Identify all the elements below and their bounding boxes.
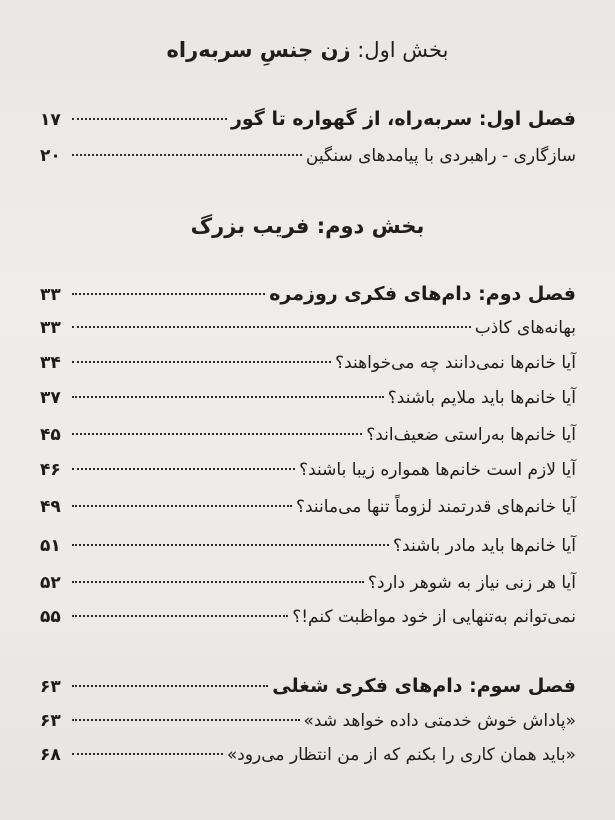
toc-entry-page: ۴۶ [40, 460, 61, 480]
toc-entry-page: ۳۷ [40, 388, 61, 408]
dot-leader [72, 719, 300, 721]
toc-entry-title: آیا خانم‌ها باید ملایم باشند؟ [387, 388, 576, 408]
toc-entry[interactable] [40, 711, 576, 741]
dot-leader [72, 615, 288, 617]
toc-entry-title: بهانه‌های کاذب [474, 318, 576, 338]
toc-entry[interactable] [40, 146, 576, 176]
toc-entry[interactable] [40, 675, 576, 705]
toc-entry-title: سازگاری - راهبردی با پیامدهای سنگین [305, 146, 576, 166]
dot-leader [72, 581, 364, 583]
dot-leader [72, 433, 362, 435]
toc-entry[interactable] [40, 497, 576, 527]
dot-leader [72, 326, 471, 328]
part-one-title: زن جنسِ سربه‌راه [166, 38, 351, 62]
toc-entry[interactable] [40, 283, 576, 313]
toc-entry-page: ۵۵ [40, 607, 61, 627]
toc-entry-page: ۶۸ [40, 745, 61, 765]
dot-leader [72, 468, 295, 470]
toc-entry-page: ۴۹ [40, 497, 61, 517]
dot-leader [72, 505, 292, 507]
toc-entry-title: فصل سوم: دام‌های فکری شغلی [272, 675, 576, 697]
toc-entry-title: «پاداش خوش خدمتی داده خواهد شد» [303, 711, 576, 731]
toc-entry[interactable] [40, 353, 576, 383]
dot-leader [72, 685, 268, 687]
toc-entry-page: ۴۵ [40, 425, 61, 445]
toc-entry-page: ۱۷ [40, 110, 61, 130]
toc-entry[interactable] [40, 108, 576, 138]
toc-entry-page: ۵۱ [40, 536, 61, 556]
toc-entry-title: آیا خانم‌ها نمی‌دانند چه می‌خواهند؟ [335, 353, 576, 373]
toc-entry-page: ۳۳ [40, 285, 61, 305]
toc-entry-page: ۳۳ [40, 318, 61, 338]
part-two-heading: بخش دوم: فریب بزرگ [190, 214, 425, 238]
toc-entry-title: آیا هر زنی نیاز به شوهر دارد؟ [367, 573, 576, 593]
dot-leader [72, 544, 389, 546]
toc-entry[interactable] [40, 425, 576, 455]
toc-entry-title: فصل دوم: دام‌های فکری روزمره [269, 283, 576, 305]
toc-entry-page: ۶۳ [40, 711, 61, 731]
toc-entry[interactable] [40, 536, 576, 566]
toc-entry-title: فصل اول: سربه‌راه، از گهواره تا گور [230, 108, 576, 130]
toc-entry-title: «باید همان کاری را بکنم که از من انتظار می‌رود» [226, 745, 576, 765]
toc-entry-title: آیا خانم‌ها به‌راستی ضعیف‌اند؟ [366, 425, 576, 445]
dot-leader [72, 361, 331, 363]
toc-entry-page: ۲۰ [40, 146, 61, 166]
toc-entry-page: ۳۴ [40, 353, 61, 373]
toc-entry[interactable] [40, 573, 576, 603]
toc-entry-page: ۶۳ [40, 677, 61, 697]
toc-entry-page: ۵۲ [40, 573, 61, 593]
toc-entry[interactable] [40, 460, 576, 490]
toc-entry-title: آیا خانم‌های قدرتمند لزوماً تنها می‌مانند؟ [295, 497, 576, 517]
dot-leader [72, 293, 265, 295]
dot-leader [72, 118, 227, 120]
dot-leader [72, 753, 223, 755]
toc-entry[interactable] [40, 607, 576, 637]
toc-entry[interactable] [40, 318, 576, 348]
toc-entry[interactable] [40, 388, 576, 418]
part-one-prefix: بخش اول: [357, 38, 449, 62]
dot-leader [72, 396, 384, 398]
toc-entry-title: آیا خانم‌ها باید مادر باشند؟ [393, 536, 576, 556]
toc-entry-title: آیا لازم است خانم‌ها همواره زیبا باشند؟ [299, 460, 576, 480]
dot-leader [72, 154, 302, 156]
part-one-heading [0, 38, 615, 62]
toc-entry-title: نمی‌توانم به‌تنهایی از خود مواظبت کنم!؟ [292, 607, 576, 627]
toc-entry[interactable] [40, 745, 576, 775]
